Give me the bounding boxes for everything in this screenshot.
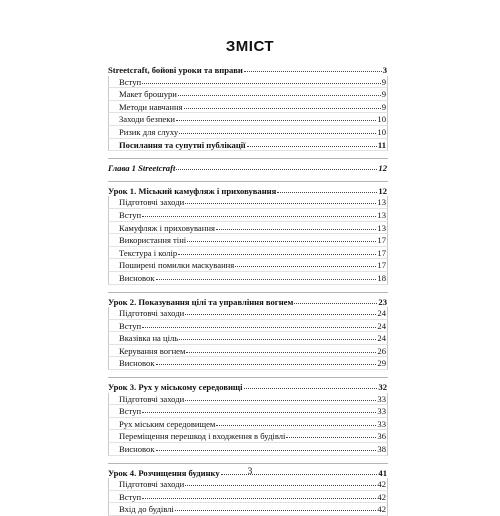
toc-entry-page: 32 bbox=[378, 382, 387, 393]
dot-leader bbox=[216, 221, 377, 230]
toc-entry-page: 11 bbox=[377, 139, 386, 150]
toc-entry-label: Глава 1 Streetcraft bbox=[108, 163, 176, 174]
dot-leader bbox=[142, 490, 376, 499]
toc-entry-page: 42 bbox=[377, 491, 386, 502]
page-title: ЗМІСТ bbox=[225, 38, 275, 55]
toc-entry-page: 23 bbox=[378, 296, 387, 307]
toc-entry-page: 13 bbox=[377, 209, 386, 220]
toc-entry-label: Урок 2. Показування цілі та управління вогнем bbox=[108, 296, 294, 307]
toc-entry-label: Висновок bbox=[119, 444, 155, 455]
toc-entry-label: Макет брошури bbox=[119, 89, 177, 100]
toc-section bbox=[108, 377, 388, 456]
toc-entry-page: 9 bbox=[381, 76, 386, 87]
toc-entry-page: 38 bbox=[377, 444, 386, 455]
page-number: 3 bbox=[247, 467, 253, 477]
toc-entry[interactable] bbox=[108, 443, 388, 456]
dot-leader bbox=[156, 442, 377, 451]
toc-entry-label: Керування вогнем bbox=[119, 345, 186, 356]
toc-entry-label: Урок 1. Міський камуфляж і приховування bbox=[108, 185, 277, 196]
toc-entry-label: Ризик для слуху bbox=[119, 126, 179, 137]
toc-entry-page: 26 bbox=[377, 345, 386, 356]
toc-entry-label: Текстура і колір bbox=[119, 247, 178, 258]
toc-section bbox=[108, 158, 388, 174]
dot-leader bbox=[175, 502, 377, 511]
dot-leader bbox=[185, 477, 376, 486]
toc-entry-page: 17 bbox=[377, 260, 386, 271]
toc-entry-label: Висновок bbox=[119, 272, 155, 283]
toc-entry-page: 33 bbox=[377, 406, 386, 417]
dot-leader bbox=[142, 208, 376, 217]
dot-leader bbox=[216, 417, 376, 426]
toc-entry-label: Рух міським середовищем bbox=[119, 418, 216, 429]
dot-leader bbox=[178, 246, 376, 255]
toc-entry-label: Підготовчі заходи bbox=[119, 393, 185, 404]
dot-leader bbox=[176, 161, 377, 170]
dot-leader bbox=[244, 380, 378, 389]
toc-entry-page: 9 bbox=[381, 89, 386, 100]
toc-entry-label: Вступ bbox=[119, 320, 142, 331]
dot-leader bbox=[176, 112, 376, 121]
dot-leader bbox=[142, 75, 381, 84]
dot-leader bbox=[235, 258, 376, 267]
toc-entry-label: Методи навчання bbox=[119, 101, 183, 112]
dot-leader bbox=[178, 87, 381, 96]
toc-entry-page: 9 bbox=[381, 101, 386, 112]
toc-entry-label: Підготовчі заходи bbox=[119, 479, 185, 490]
toc-entry-page: 41 bbox=[378, 467, 387, 478]
dot-leader bbox=[247, 138, 377, 147]
dot-leader bbox=[294, 295, 377, 304]
dot-leader bbox=[244, 63, 382, 72]
dot-leader bbox=[142, 404, 376, 413]
toc-entry-page: 24 bbox=[377, 308, 386, 319]
dot-leader bbox=[186, 344, 376, 353]
toc-entry-page: 17 bbox=[377, 235, 386, 246]
dot-leader bbox=[179, 125, 376, 134]
toc-entry-label: Урок 4. Розчищення будинку bbox=[108, 467, 220, 478]
toc-section bbox=[108, 181, 388, 285]
toc-entry-page: 12 bbox=[378, 185, 387, 196]
toc-entry-label: Урок 3. Рух у міському середовищі bbox=[108, 382, 243, 393]
dot-leader bbox=[185, 195, 376, 204]
toc-entry-page: 18 bbox=[377, 272, 386, 283]
toc-entry-label: Вступ bbox=[119, 76, 142, 87]
toc-entry-label: Streetcraft, бойові уроки та вправи bbox=[108, 65, 243, 75]
dot-leader bbox=[142, 319, 376, 328]
toc-entry-label: Поширені помилки маскування bbox=[119, 260, 235, 271]
toc-entry-page: 24 bbox=[377, 333, 386, 344]
toc-entry[interactable] bbox=[108, 139, 388, 152]
toc-entry-page: 24 bbox=[377, 320, 386, 331]
toc-entry-label: Заходи безпеки bbox=[119, 114, 176, 125]
toc-entry-label: Використання тіні bbox=[119, 235, 187, 246]
toc-heading-entry[interactable] bbox=[108, 162, 388, 174]
toc-entry-label: Підготовчі заходи bbox=[119, 308, 185, 319]
toc-entry-page: 42 bbox=[377, 504, 386, 515]
dot-leader bbox=[185, 306, 376, 315]
toc-entry-label: Вступ bbox=[119, 491, 142, 502]
toc-entry-label: Вхід до будівлі bbox=[119, 504, 174, 515]
dot-leader bbox=[277, 184, 377, 193]
toc-entry-page: 17 bbox=[377, 247, 386, 258]
toc-entry-page: 10 bbox=[377, 114, 386, 125]
dot-leader bbox=[179, 331, 376, 340]
toc-entry-page: 33 bbox=[377, 418, 386, 429]
toc-entry-page: 13 bbox=[377, 197, 386, 208]
toc-entry-label: Камуфляж і приховування bbox=[119, 222, 215, 233]
toc-entry-label: Підготовчі заходи bbox=[119, 197, 185, 208]
toc-entry-page: 29 bbox=[377, 358, 386, 369]
toc-entry-page: 36 bbox=[377, 431, 386, 442]
table-of-contents bbox=[108, 64, 388, 516]
toc-entry-page: 12 bbox=[378, 163, 387, 174]
dot-leader bbox=[156, 271, 377, 280]
toc-entry-label: Посилання та супутні публікації bbox=[119, 139, 246, 150]
toc-entry-page: 10 bbox=[377, 126, 386, 137]
toc-entry-page: 33 bbox=[377, 393, 386, 404]
toc-entry-page: 13 bbox=[377, 222, 386, 233]
toc-entry[interactable] bbox=[108, 272, 388, 285]
toc-entry-label: Вступ bbox=[119, 406, 142, 417]
toc-entry-page: 3 bbox=[382, 65, 387, 75]
toc-section bbox=[108, 64, 388, 151]
toc-entry-label: Переміщення перешкод і входження в будівлі bbox=[119, 431, 286, 442]
dot-leader bbox=[184, 100, 381, 109]
toc-entry-label: Висновок bbox=[119, 358, 155, 369]
toc-entry-label: Вказівка на ціль bbox=[119, 333, 179, 344]
toc-section bbox=[108, 292, 388, 371]
toc-entry[interactable] bbox=[108, 357, 388, 370]
dot-leader bbox=[286, 429, 376, 438]
toc-entry-page: 42 bbox=[377, 479, 386, 490]
dot-leader bbox=[185, 392, 376, 401]
dot-leader bbox=[156, 356, 377, 365]
toc-entry-label: Вступ bbox=[119, 209, 142, 220]
dot-leader bbox=[187, 233, 376, 242]
toc-entry[interactable] bbox=[108, 503, 388, 516]
